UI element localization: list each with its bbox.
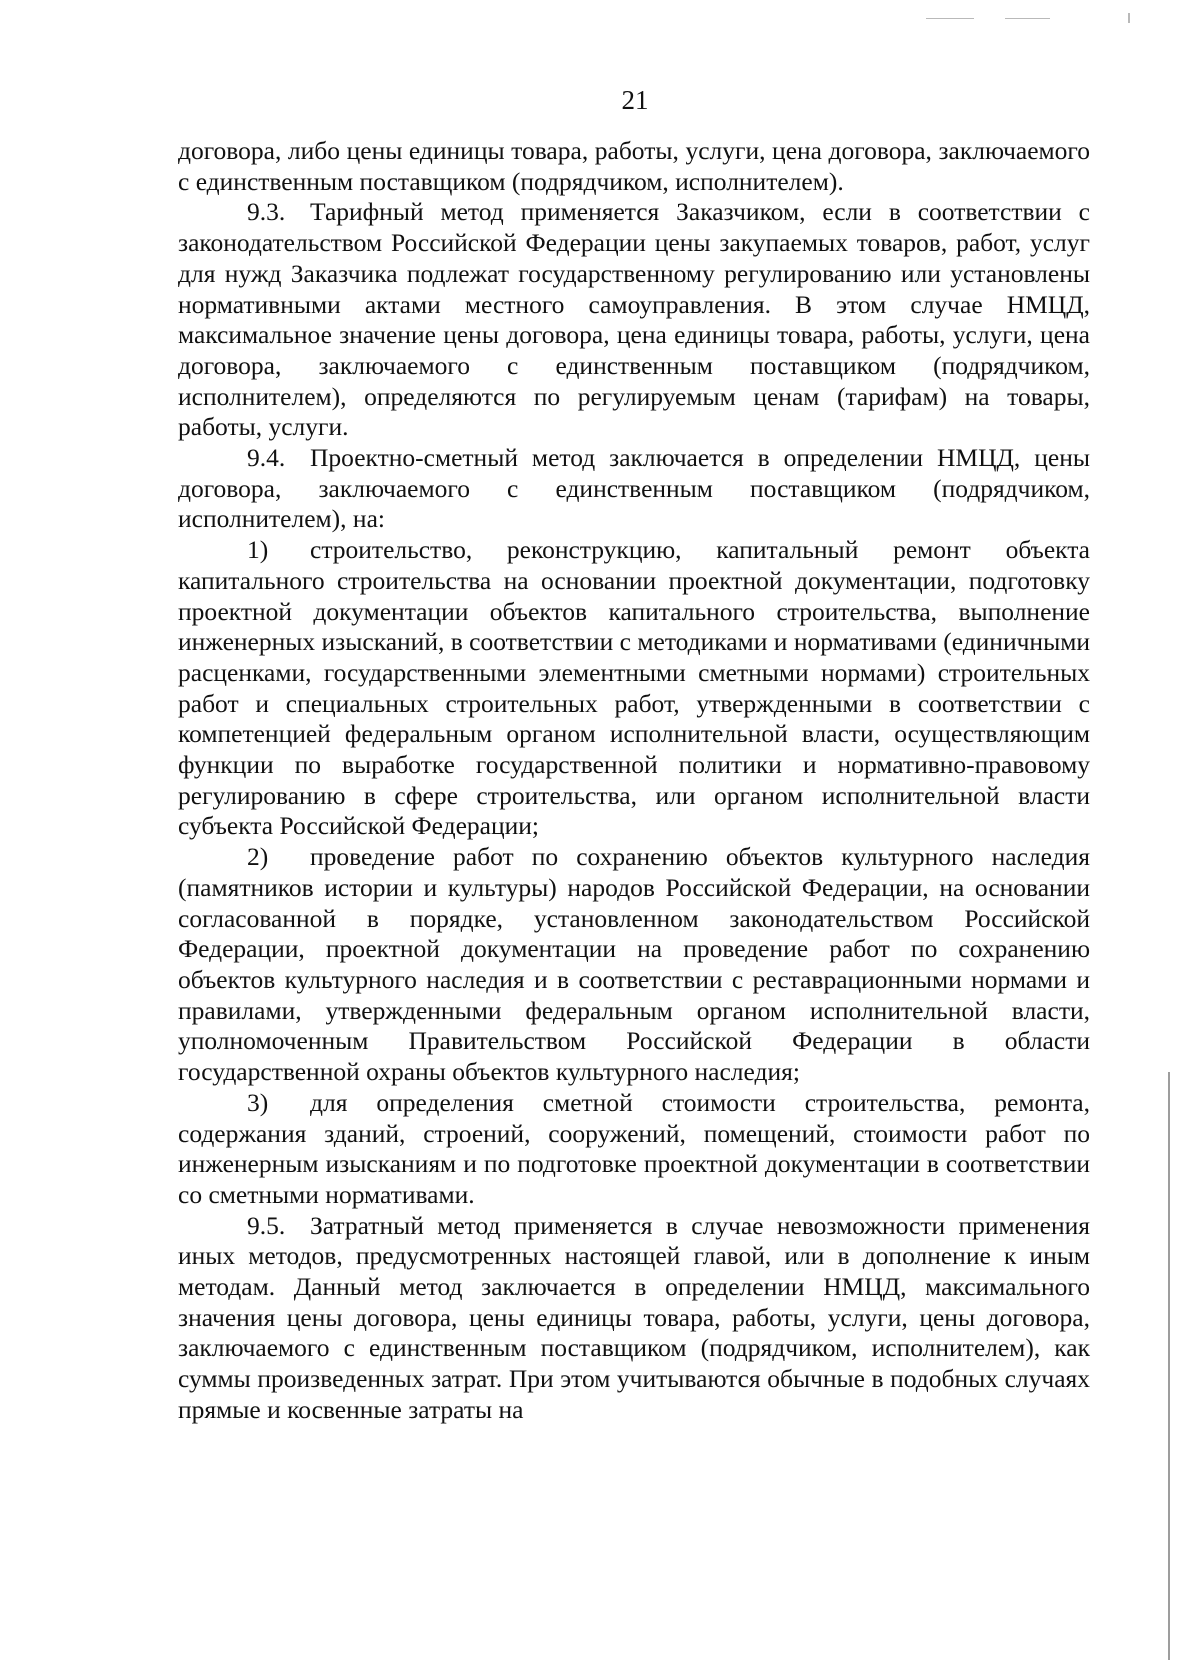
paragraph-9-4 bbox=[178, 443, 1090, 535]
paragraph-text: Проектно-сметный метод заключается в определении НМЦД, цены договора, заключаемого с единственным поставщиком (подрядчиком, исполнителем), на: bbox=[178, 443, 1090, 534]
paragraph-number: 9.4. bbox=[247, 443, 286, 473]
list-item-number: 1) bbox=[247, 535, 269, 565]
list-item-2 bbox=[178, 842, 1090, 1088]
list-item-3 bbox=[178, 1088, 1090, 1211]
paragraph-text: Затратный метод применяется в случае невозможности применения иных методов, предусмотренных настоящей главой, или в дополнение к иным методам. Данный метод заключается в определении НМЦД, максимального значения цены договора, цены единицы товара, работы, услуги, цены договора, заключаемого с единственным поставщиком (подрядчиком, исполнителем), как суммы произведенных затрат. При этом учитываются обычные в подобных случаях прямые и косвенные затраты на bbox=[178, 1210, 1090, 1424]
list-item-text: для определения сметной стоимости строительства, ремонта, содержания зданий, строений, сооружений, помещений, стоимости работ по инженерным изысканиям и по подготовке проектной документации в соответствии со сметными нормативами. bbox=[178, 1087, 1090, 1209]
list-item-text: проведение работ по сохранению объектов культурного наследия (памятников истории и культуры) народов Российской Федерации, на основании согласованной в порядке, установленном законодательством Российской Федерации, проектной документации на проведение работ по сохранению объектов культурного наследия и в соответствии с реставрационными нормами и правилами, утвержденными федеральным органом исполнительной власти, уполномоченным Правительством Российской Федерации в области государственной охраны объектов культурного наследия; bbox=[178, 842, 1090, 1087]
paragraph-9-5 bbox=[178, 1211, 1090, 1426]
list-item-1 bbox=[178, 535, 1090, 842]
scan-edge-line bbox=[1168, 1072, 1170, 1660]
list-item-text: строительство, реконструкцию, капитальный ремонт объекта капитального строительства на основании проектной документации, подготовку проектной документации объектов капитального строительства, выполнение инженерных изысканий, в соответствии с методиками и нормативами (единичными расценками, государственными элементными сметными нормами) строительных работ и специальных строительных работ, утвержденными в соответствии с компетенцией федеральным органом исполнительной власти, осуществляющим функции по выработке государственной политики и нормативно-правовому регулированию в сфере строительства, или органом исполнительной власти субъекта Российской Федерации; bbox=[178, 535, 1090, 841]
paragraph-continuation bbox=[178, 136, 1090, 197]
paragraph-number: 9.5. bbox=[247, 1210, 286, 1240]
scan-artifact-top-2 bbox=[1005, 18, 1050, 19]
list-item-number: 2) bbox=[247, 842, 269, 872]
scan-artifact-top-1 bbox=[926, 18, 974, 19]
paragraph-text: Тарифный метод применяется Заказчиком, если в соответствии с законодательством Российской Федерации цены закупаемых товаров, работ, услуг для нужд Заказчика подлежат государственному регулированию или установлены нормативными актами местного самоуправления. В этом случае НМЦД, максимальное значение цены договора, цена единицы товара, работы, услуги, цена договора, заключаемого с единственным поставщиком (подрядчиком, исполнителем), определяются по регулируемым ценам (тарифам) на товары, работы, услуги. bbox=[178, 197, 1090, 442]
paragraph-9-3 bbox=[178, 197, 1090, 443]
paragraph-text: договора, либо цены единицы товара, работы, услуги, цена договора, заключаемого с единственным поставщиком (подрядчиком, исполнителем). bbox=[178, 136, 1090, 196]
paragraph-number: 9.3. bbox=[247, 197, 286, 227]
page-number: 21 bbox=[621, 85, 649, 115]
scan-artifact-top-3 bbox=[1128, 13, 1130, 23]
document-body bbox=[178, 136, 1090, 1426]
list-item-number: 3) bbox=[247, 1087, 269, 1117]
